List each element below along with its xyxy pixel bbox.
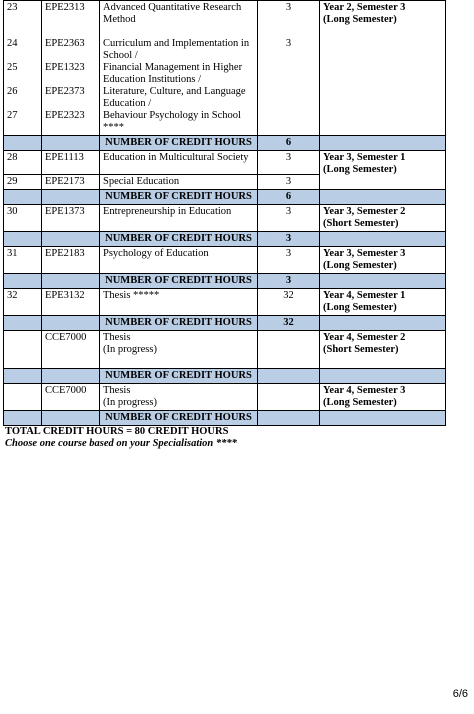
- course-name: Curriculum and Implementation in School /: [103, 37, 250, 61]
- semester-type: (Long Semester): [323, 301, 397, 313]
- year-label: Year 2, Semester 3: [323, 2, 406, 13]
- credit-total-row: [4, 231, 446, 246]
- course-no-group: [4, 37, 42, 136]
- credit-total-label: NUMBER OF CREDIT HOURS: [100, 315, 258, 330]
- year-semester: [320, 1, 446, 136]
- course-no: 29: [4, 174, 42, 189]
- year-label: Year 4, Semester 1: [323, 289, 406, 301]
- year-semester: [320, 150, 446, 189]
- course-code: EPE2323: [45, 109, 85, 121]
- credit-total-value: [258, 368, 320, 383]
- year-label: Year 3, Semester 1: [323, 151, 406, 163]
- course-name: Entrepreneurship in Education: [100, 204, 258, 231]
- specialisation-note: Choose one course based on your Specialisation ****: [5, 438, 237, 449]
- credit-total-row: [4, 273, 446, 288]
- table-row: [4, 330, 446, 368]
- credit-total-label: NUMBER OF CREDIT HOURS: [100, 189, 258, 204]
- course-code-group: [42, 37, 100, 136]
- course-code: CCE7000: [42, 330, 100, 368]
- course-no: [4, 383, 42, 410]
- course-credit: 3: [258, 174, 320, 189]
- course-code: EPE1323: [45, 61, 85, 73]
- course-no: 24: [7, 37, 18, 49]
- credit-total-value: 6: [258, 135, 320, 150]
- course-name-line: Thesis: [103, 331, 131, 343]
- course-no: 23: [4, 1, 42, 37]
- course-code: CCE7000: [42, 383, 100, 410]
- table-row: [4, 1, 446, 37]
- course-name-line: (In progress): [103, 343, 157, 355]
- table-row: [4, 383, 446, 410]
- credit-total-value: 6: [258, 189, 320, 204]
- semester-type: (Long Semester): [323, 14, 397, 25]
- course-name: Education in Multicultural Society: [100, 150, 258, 174]
- course-code: EPE2373: [45, 85, 85, 97]
- course-no: 25: [7, 61, 18, 73]
- year-label: Year 4, Semester 3: [323, 384, 406, 396]
- course-code: EPE1373: [42, 204, 100, 231]
- year-semester: [320, 383, 446, 410]
- total-credit-hours: TOTAL CREDIT HOURS = 80 CREDIT HOURS: [5, 426, 229, 437]
- course-credit: 3: [258, 1, 320, 37]
- year-semester: [320, 330, 446, 368]
- credit-total-value: [258, 410, 320, 425]
- course-credit: [258, 330, 320, 368]
- course-credit: 32: [258, 288, 320, 315]
- course-name-line: (In progress): [103, 396, 157, 408]
- course-code: EPE3132: [42, 288, 100, 315]
- course-no: 32: [4, 288, 42, 315]
- course-name: Advanced Quantitative Research Method: [100, 1, 258, 37]
- course-no: 30: [4, 204, 42, 231]
- course-credit: 3: [258, 204, 320, 231]
- course-name: Financial Management in Higher Education Institutions /: [103, 61, 243, 85]
- table-row: [4, 204, 446, 231]
- course-table: [3, 0, 446, 426]
- course-no: 27: [7, 109, 18, 121]
- course-credit: 3: [258, 150, 320, 174]
- year-semester: [320, 204, 446, 231]
- course-code: EPE2183: [42, 246, 100, 273]
- course-name: Thesis *****: [100, 288, 258, 315]
- course-code: EPE1113: [42, 150, 100, 174]
- table-row: [4, 288, 446, 315]
- table-row: [4, 150, 446, 174]
- credit-total-row: [4, 315, 446, 330]
- course-code: EPE2313: [42, 1, 100, 37]
- year-semester: [320, 246, 446, 273]
- year-label: Year 3, Semester 3: [323, 247, 406, 259]
- semester-type: (Long Semester): [323, 163, 397, 175]
- course-name-line: Thesis: [103, 384, 131, 396]
- course-no: 26: [7, 85, 18, 97]
- semester-type: (Long Semester): [323, 396, 397, 408]
- course-name: [100, 330, 258, 368]
- credit-total-row: [4, 135, 446, 150]
- year-semester: [320, 288, 446, 315]
- course-no: [4, 330, 42, 368]
- page-number: 6/6: [452, 688, 468, 700]
- credit-total-label: NUMBER OF CREDIT HOURS: [100, 273, 258, 288]
- course-code: EPE2173: [42, 174, 100, 189]
- course-no: 31: [4, 246, 42, 273]
- course-name: Psychology of Education: [100, 246, 258, 273]
- year-label: Year 3, Semester 2: [323, 205, 406, 217]
- semester-type: (Long Semester): [323, 259, 397, 271]
- course-credit: 3: [258, 37, 320, 136]
- table-row: [4, 246, 446, 273]
- course-name: [100, 383, 258, 410]
- course-name: Special Education: [100, 174, 258, 189]
- course-name: Behaviour Psychology in School ****: [103, 109, 241, 133]
- course-no: 28: [4, 150, 42, 174]
- credit-total-value: 3: [258, 231, 320, 246]
- course-name: Literature, Culture, and Language Education /: [103, 85, 246, 109]
- credit-total-value: 32: [258, 315, 320, 330]
- credit-total-row: [4, 368, 446, 383]
- credit-total-label: NUMBER OF CREDIT HOURS: [100, 410, 258, 425]
- credit-total-row: [4, 410, 446, 425]
- credit-total-value: 3: [258, 273, 320, 288]
- credit-total-row: [4, 189, 446, 204]
- credit-total-label: NUMBER OF CREDIT HOURS: [100, 368, 258, 383]
- course-code: EPE2363: [45, 37, 85, 49]
- credit-total-label: NUMBER OF CREDIT HOURS: [100, 135, 258, 150]
- year-label: Year 4, Semester 2: [323, 331, 406, 343]
- semester-type: (Short Semester): [323, 217, 399, 229]
- course-credit: [258, 383, 320, 410]
- credit-total-label: NUMBER OF CREDIT HOURS: [100, 231, 258, 246]
- course-credit: 3: [258, 246, 320, 273]
- semester-type: (Short Semester): [323, 343, 399, 355]
- course-name-group: [100, 37, 258, 136]
